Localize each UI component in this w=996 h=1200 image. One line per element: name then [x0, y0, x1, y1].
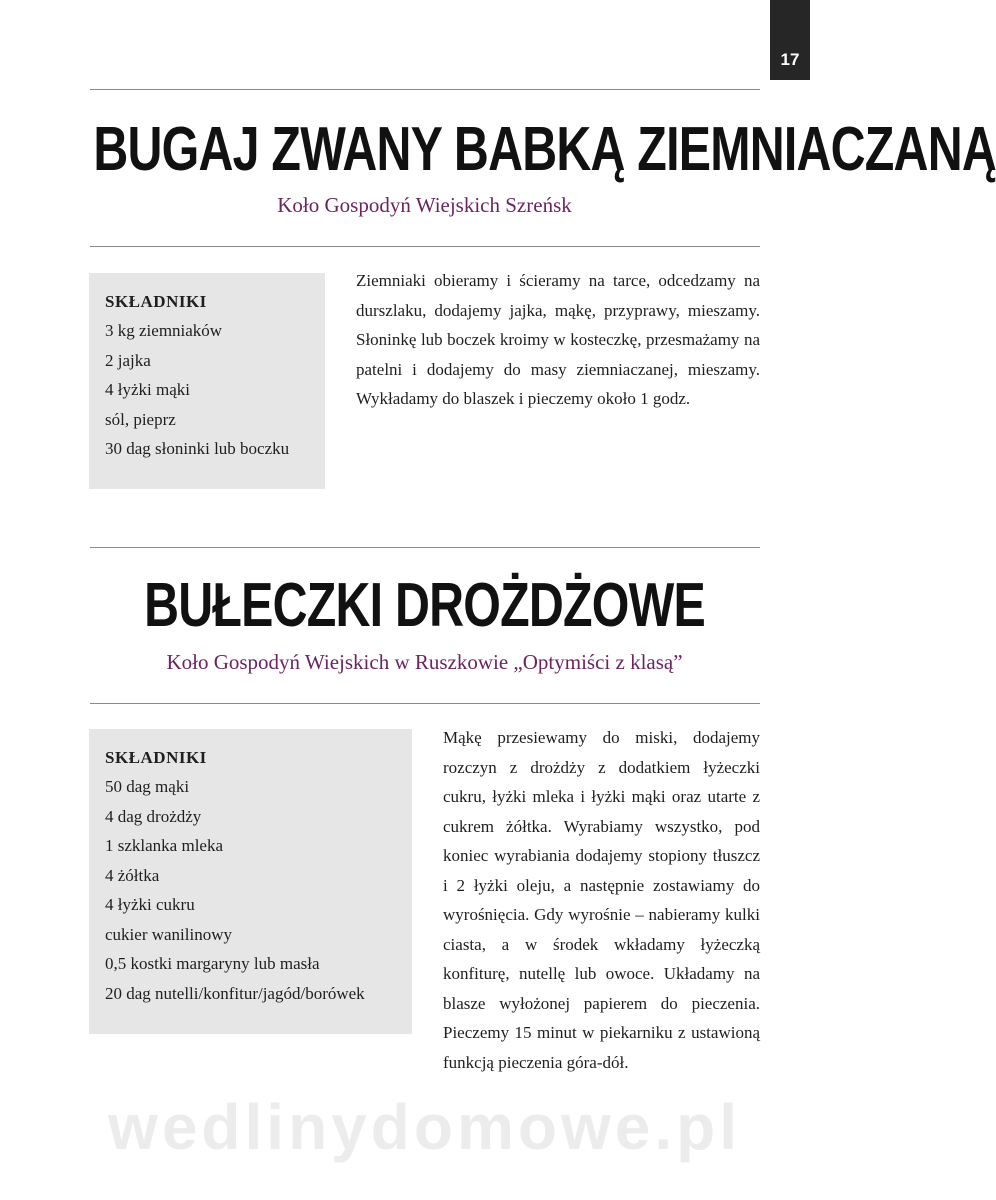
divider	[90, 246, 760, 247]
recipe-author: Koło Gospodyń Wiejskich Szreńsk	[277, 193, 572, 217]
ingredients-list	[105, 316, 309, 464]
divider	[90, 547, 760, 548]
ingredient-item: 3 kg ziemniaków	[105, 321, 223, 340]
recipe-author: Koło Gospodyń Wiejskich w Ruszkowie „Optymiści z klasą”	[166, 650, 683, 674]
ingredients-box	[89, 273, 325, 489]
ingredient-item: 30 dag słoninki lub boczku	[105, 439, 290, 458]
recipe-title: BUGAJ ZWANY BABKĄ ZIEMNIACZANĄ	[93, 115, 996, 184]
page-number: 17	[770, 0, 810, 80]
ingredient-item: sól, pieprz	[105, 409, 176, 429]
recipe-title: BUŁECZKI DROŻDŻOWE	[144, 571, 705, 640]
divider	[90, 703, 760, 704]
ingredients-heading: SKŁADNIKI	[105, 292, 207, 311]
ingredient-item: 4 żółtka	[105, 865, 160, 885]
divider	[90, 89, 760, 90]
ingredients-box	[89, 729, 412, 1034]
ingredient-item: 4 łyżki mąki	[105, 380, 190, 399]
recipe-instructions: Ziemniaki obieramy i ścieramy na tarce, odcedzamy na durszlaku, dodajemy jajka, mąkę, przyprawy, mieszamy. Słoninkę lub boczek kroimy w kosteczkę, przesmażamy na patelni i dodajemy do masy ziemniaczanej, mieszamy. Wykładamy do blaszek i pieczemy około 1 godz.	[356, 271, 760, 408]
ingredient-item: 4 dag drożdży	[105, 806, 202, 826]
watermark: wedlinydomowe.pl	[108, 1091, 741, 1163]
ingredient-item: 20 dag nutelli/konfitur/jagód/borówek	[105, 983, 365, 1003]
ingredients-list	[105, 772, 396, 1008]
ingredient-item: 2 jajka	[105, 350, 151, 370]
ingredient-item: cukier wanilinowy	[105, 924, 232, 944]
ingredients-heading: SKŁADNIKI	[105, 748, 207, 767]
ingredient-item: 4 łyżki cukru	[105, 895, 195, 914]
ingredient-item: 0,5 kostki margaryny lub masła	[105, 954, 320, 973]
ingredient-item: 50 dag mąki	[105, 777, 190, 796]
recipe-instructions: Mąkę przesiewamy do miski, dodajemy rozczyn z drożdży z dodatkiem łyżeczki cukru, łyżki mleka i łyżki mąki oraz utarte z cukrem żółtka. Wyrabiamy wszystko, pod koniec wyrabiania dodajemy stopiony tłuszcz i 2 łyżki oleju, a następnie zostawiamy do wyrośnięcia. Gdy wyrośnie – nabieramy kulki ciasta, a w środek wkładamy łyżeczką konfiturę, nutellę lub owoce. Układamy na blasze wyłożonej papierem do pieczenia. Pieczemy 15 minut w piekarniku z ustawioną funkcją pieczenia góra-dół.	[443, 728, 760, 1072]
ingredient-item: 1 szklanka mleka	[105, 836, 224, 855]
